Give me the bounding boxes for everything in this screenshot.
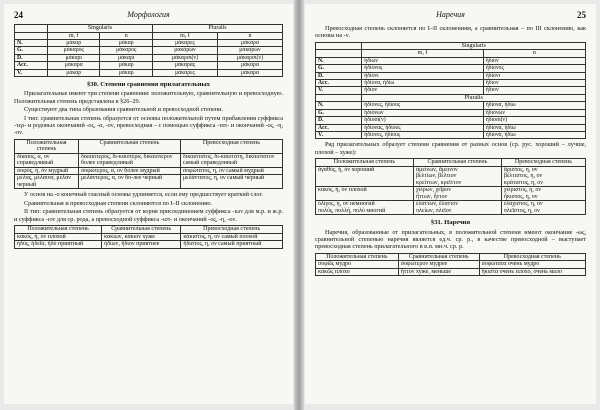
paragraph: Наречия, образованные от прилагательных, в положительной степени имеют окончание -ως, сравнительной степенью наречия является ед.ч. ср. р., в качестве превосходной – выступает превосходная степень прилагательного в в.п. мн.ч. ср. р. xyxy=(315,228,586,251)
left-page-number: 24 xyxy=(14,10,23,20)
table-row: D. ἡδίοσι(ν) ἡδίοσι(ν) xyxy=(316,117,586,124)
subheader: m, f xyxy=(47,32,100,40)
paragraph: Прилагательные имеют три степени сравнения: положительную, сравнительную и превосходную. Положительная степень представлена в §26–29. xyxy=(14,90,283,105)
table-row: G. ἡδίονος ἡδίονος xyxy=(316,65,586,72)
table-row: Acc. ἡδίονα, ἡδίω ἥδιον xyxy=(316,80,586,87)
hedion-declension-table: Singularis m, f n N. ἡδίων ἥδιον G. ἡδίονος ἡδίονος D. ἡδίονι ἡδίονι Acc. ἡδίονα, ἡδίω ἥδιον V. ἥδιον ἥδιον Pluralis N. ἡδίονες, ἡδίους ἡδίονα, ἡδίω G. ἡδιόνων ἡδιόνων D. ἡδίοσι(ν) ἡδίοσι(ν) Acc. ἡδίονας, ἡδίους ἡδίονα, ἡδίω V. ἡδίονες, ἡδίους ἡδίονα, ἡδίω xyxy=(315,42,586,140)
table-row: Acc. μάκαρα μάκαρ μάκαρας μάκαρα xyxy=(15,62,283,69)
subheader: n xyxy=(217,32,282,40)
left-content xyxy=(14,24,283,398)
table-row: κακῶς плохо ἧττον хуже, меньше ἥκιστα очень плохо, очень мало xyxy=(316,268,586,276)
table-row: μέλας, μέλαινα, μέλαν черный μελάντερος, α, ον бо-лее черный μελάντατος, η, ον самый черный xyxy=(15,175,283,189)
subheader: m, f xyxy=(152,32,217,40)
table-row: N. μάκαρ μάκαρ μάκαρες μάκαρα xyxy=(15,40,283,47)
header-singularis: Singularis xyxy=(47,25,152,33)
paragraph: У основ на -ο конечный гласный основы удлиняется, если ему предшествует краткий слог. xyxy=(24,191,263,199)
table-row: δίκαιος, α, ον справедливый δικαιότερος, δι-καιοτέρα, δικαιότερον более справедливый δικαιότατος, δι-καιοτάτη, δικαιότατον самый справедливый xyxy=(15,153,283,167)
comparison-table-type2: Положительная степень Сравнительная степень Превосходная степень κακός, ή, όν плохой κακίων, κάκιον хуже κάκιστος, η, ον самый плохой ἡδύς, ἡδεῖα, ἡδύ приятный ἡδίων, ἥδιον приятнее ἥδιστος, η, ον самый приятный xyxy=(14,225,283,249)
table-row: σοφῶς мудро σοφώτερον мудрее σοφώτατα очень мудро xyxy=(316,261,586,269)
table-row: G. μάκαρος μάκαρος μακάρων μακάρων xyxy=(15,47,283,54)
right-page-number: 25 xyxy=(577,10,586,20)
left-running-title: Морфология xyxy=(127,10,170,19)
table-row: Acc. ἡδίονας, ἡδίους ἡδίονα, ἡδίω xyxy=(316,124,586,131)
suppletive-comparison-table: Положительная степень Сравнительная степень Превосходная степень ἀγαθός, ή, όν хороший ἀμείνων, ἄμεινον βελτίων, βέλτιον κρείττων, κρεῖττον ἄριστος, η, ον βέλτιστος, η, ον κράτιστος, η, ον κακός, ή, όν плохой χείρων, χεῖρον ἥττων, ἧττον χείριστος, η, ον ἥκιστος, η, ον ὀλίγος, η, ον немногий πολύς, πολλή, πολύ многий ἐλάττων, ἔλαττον πλείων, πλεῖον ἐλάχιστος, η, ον πλεῖστος, η, ον xyxy=(315,158,586,215)
comparison-table-type1: Положительная степень Сравнительная степень Превосходная степень δίκαιος, α, ον справедливый δικαιότερος, δι-καιοτέρα, δικαιότερον более справедливый δικαιότατος, δι-καιοτάτη, δικαιότατον самый справедливый σοφός, ή, όν мудрый σοφώτερος, α, ον более мудрый σοφώτατος, η, ον самый мудрый μέλας, μέλαινα, μέλαν черный μελάντερος, α, ον бо-лее черный μελάντατος, η, ον самый черный xyxy=(14,139,283,190)
table-row: N. ἡδίονες, ἡδίους ἡδίονα, ἡδίω xyxy=(316,102,586,109)
table-row: ἀγαθός, ή, όν хороший ἀμείνων, ἄμεινον βελτίων, βέλτιον κρείττων, κρεῖττον ἄριστος, η, ον βέλτιστος, η, ον κράτιστος, η, ον xyxy=(316,166,586,187)
table-row: ὀλίγος, η, ον немногий πολύς, πολλή, πολύ многий ἐλάττων, ἔλαττον πλείων, πλεῖον ἐλάχιστος, η, ον πλεῖστος, η, ον xyxy=(316,201,586,215)
section-31-title: §31. Наречия xyxy=(430,219,471,227)
table-row: κακός, ή, όν плохой κακίων, κάκιον хуже κάκιστος, η, ον самый плохой xyxy=(15,233,283,241)
table-row: D. ἡδίονι ἡδίονι xyxy=(316,72,586,79)
table-row: N. ἡδίων ἥδιον xyxy=(316,57,586,64)
table-row: G. ἡδιόνων ἡδιόνων xyxy=(316,109,586,116)
table-row: V. ἡδίονες, ἡδίους ἡδίονα, ἡδίω xyxy=(316,131,586,138)
paragraph: Сравнительная и превосходная степени склоняются по I–II склонению. xyxy=(24,199,213,207)
table-row: σοφός, ή, όν мудрый σοφώτερος, α, ον более мудрый σοφώτατος, η, ον самый мудрый xyxy=(15,167,283,175)
paragraph: Ряд прилагательных образует степени сравнения от разных основ (ср. рус. хороший – лучше, плохой – хуже): xyxy=(315,141,586,156)
section-30-title: §30. Степени сравнения прилагательных xyxy=(87,81,210,89)
table-row: D. μάκαρι μάκαρι μάκαρσι(ν) μάκαρσι(ν) xyxy=(15,54,283,61)
right-running-head xyxy=(315,10,586,22)
header-singularis: Singularis xyxy=(362,42,586,50)
makar-declension-table xyxy=(14,24,283,77)
paragraph: Существуют два типа образования сравнительной и превосходной степени. xyxy=(24,106,224,114)
book-gutter xyxy=(294,0,304,410)
right-running-title: Наречия xyxy=(436,10,465,19)
table-row: ἡδύς, ἡδεῖα, ἡδύ приятный ἡδίων, ἥδιον приятнее ἥδιστος, η, ον самый приятный xyxy=(15,241,283,249)
table-row: κακός, ή, όν плохой χείρων, χεῖρον ἥττων, ἧττον χείριστος, η, ον ἥκιστος, η, ον xyxy=(316,187,586,201)
header-pluralis: Pluralis xyxy=(152,25,282,33)
right-page xyxy=(305,4,596,404)
paragraph: II тип: сравнительная степень образуется от корня присоединением суффикса -ιων для м.р. и ж.р. и суффикса -ιον для ср. рода, а превосходной суффикса -ιστ- и окончаний -ος, -η, -ον. xyxy=(14,208,283,223)
table-row: V. ἥδιον ἥδιον xyxy=(316,87,586,94)
table-row: V. μάκαρ μάκαρ μάκαρες μάκαρα xyxy=(15,69,283,76)
paragraph: I тип: сравнительная степень образуется от основы положительной путем прибавления суффикса -τερ- и родовых окончаний -ος, -α, -ον, превосходная – с помощью суффикса -τατ- и окончаний -ος, -η, -ον. xyxy=(14,114,283,137)
paragraph: Превосходная степень склоняется по I–II склонениям, а сравнительная – по III склонению, как основы на -ν. xyxy=(315,25,586,40)
right-content xyxy=(315,24,586,398)
adverb-comparison-table: Положительная степень Сравнительная степень Превосходная степень σοφῶς мудро σοφώτερον мудрее σοφώτατα очень мудро κακῶς плохо ἧττον хуже, меньше ἥκιστα очень плохо, очень мало xyxy=(315,253,586,277)
subheader: n xyxy=(100,32,153,40)
left-page xyxy=(4,4,293,404)
header-pluralis: Pluralis xyxy=(362,94,586,102)
left-running-head xyxy=(14,10,283,22)
